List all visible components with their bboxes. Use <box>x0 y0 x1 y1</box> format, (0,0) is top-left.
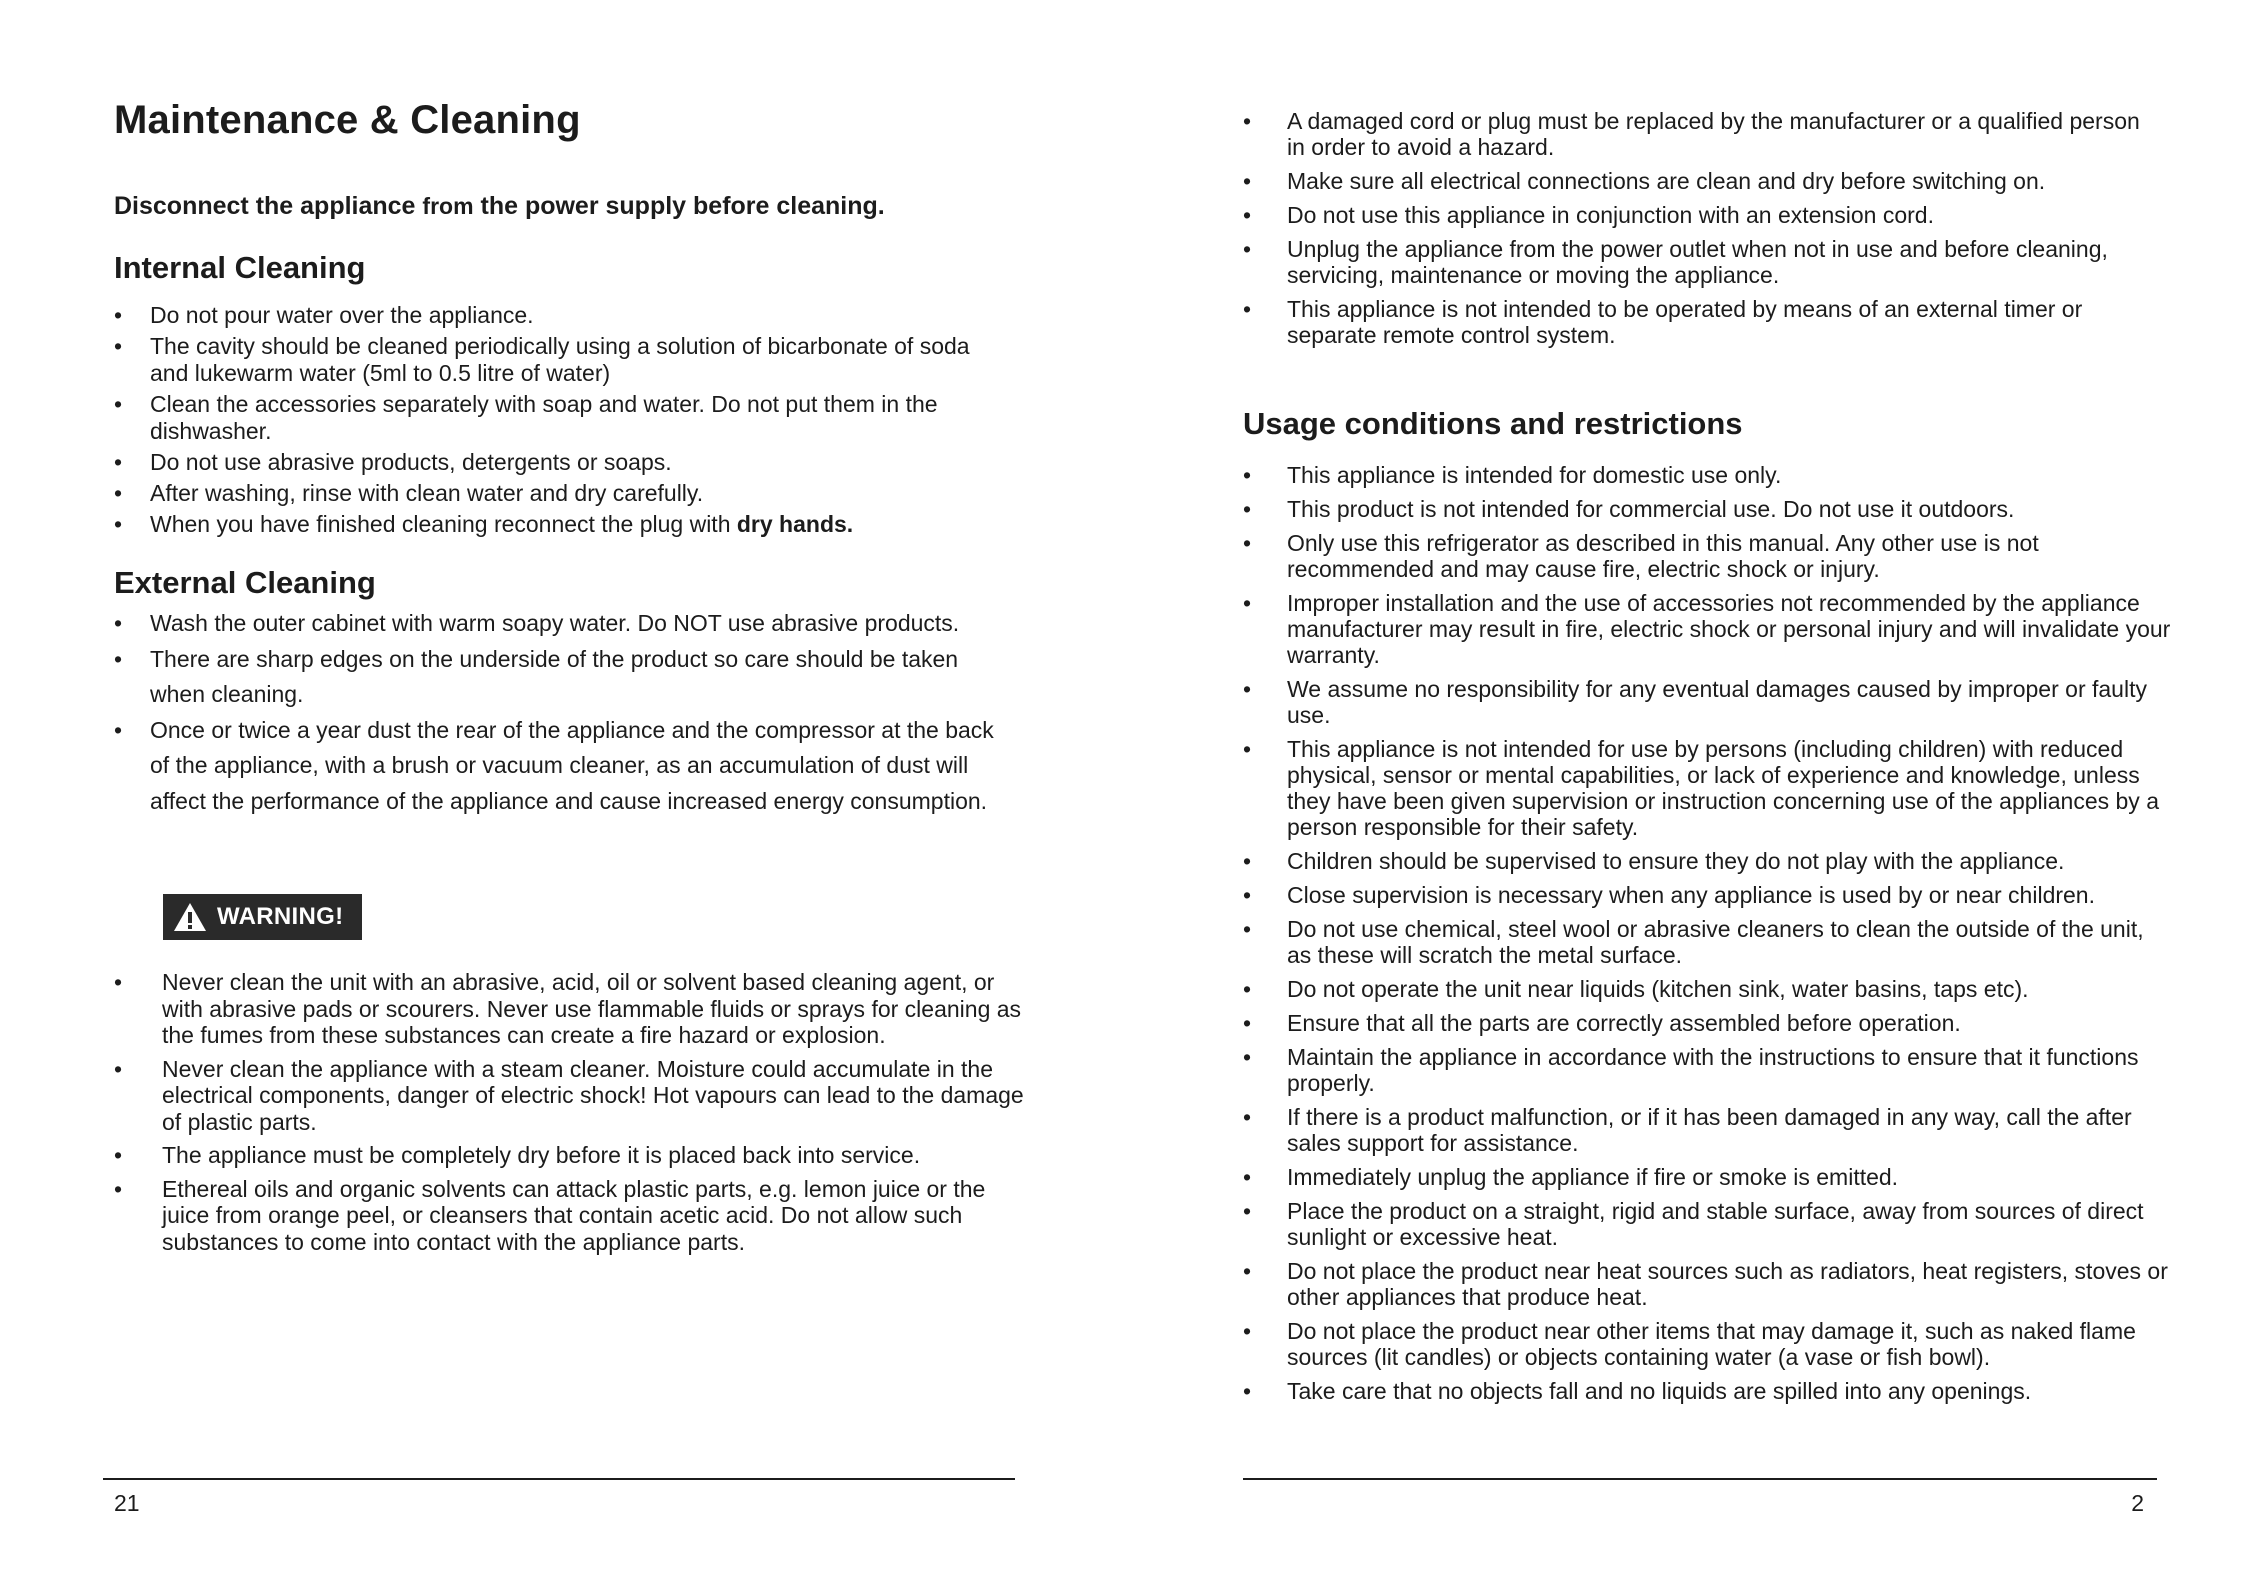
bullet-icon: • <box>1243 676 1252 702</box>
list-item: • Do not operate the unit near liquids (kitchen sink, water basins, taps etc). <box>1243 976 2029 1002</box>
bullet-icon: • <box>1243 590 1252 616</box>
list-item: • The cavity should be cleaned periodically using a solution of bicarbonate of soda and lukewarm water (5ml to 0.5 litre of water) <box>114 333 970 386</box>
bullet-icon: • <box>114 480 123 506</box>
bullet-icon: • <box>1243 1378 1252 1404</box>
bullet-icon: • <box>114 1055 123 1082</box>
bullet-icon: • <box>1243 916 1252 942</box>
bullet-icon: • <box>114 391 123 417</box>
bullet-icon: • <box>1243 1198 1252 1224</box>
list-item: • Do not pour water over the appliance. <box>114 302 534 328</box>
external-cleaning-list <box>114 606 1014 819</box>
bullet-icon: • <box>114 449 123 475</box>
warning-list <box>114 969 1034 1262</box>
bullet-icon: • <box>1243 462 1252 488</box>
list-item: • Once or twice a year dust the rear of the appliance and the compressor at the back of the appliance, with a brush or vacuum cleaner, as an accumulation of dust will affect the performance of the appliance and cause increased energy consumption. <box>114 713 1014 820</box>
bullet-icon: • <box>114 645 123 672</box>
list-item: • Do not place the product near heat sources such as radiators, heat registers, stoves or other appliances that produce heat. <box>1243 1258 2168 1310</box>
list-item: • Make sure all electrical connections are clean and dry before switching on. <box>1243 168 2046 194</box>
internal-cleaning-list <box>114 302 994 542</box>
bullet-icon: • <box>1243 296 1252 322</box>
list-item: • Maintain the appliance in accordance with the instructions to ensure that it functions properly. <box>1243 1044 2139 1096</box>
list-item: • If there is a product malfunction, or if it has been damaged in any way, call the after sales support for assistance. <box>1243 1104 2132 1156</box>
list-item: • Never clean the appliance with a steam cleaner. Moisture could accumulate in the electrical components, danger of electric shock! Hot vapours can lead to the damage of plastic parts. <box>114 1055 1024 1135</box>
bullet-icon: • <box>1243 976 1252 1002</box>
warning-label: WARNING! <box>217 903 344 930</box>
bullet-icon: • <box>114 333 123 359</box>
bullet-icon: • <box>1243 202 1252 228</box>
list-item: • This appliance is intended for domestic use only. <box>1243 462 1782 488</box>
bullet-icon: • <box>114 969 123 995</box>
bullet-icon: • <box>1243 1164 1252 1190</box>
footer-rule <box>103 1478 1015 1480</box>
bullet-icon: • <box>114 511 123 537</box>
list-item: • Improper installation and the use of accessories not recommended by the appliance manufacturer may result in fire, electric shock or personal injury and will invalidate your warranty. <box>1243 590 2171 668</box>
footer-rule <box>1243 1478 2157 1480</box>
usage-conditions-list <box>1243 462 2173 1412</box>
bullet-icon: • <box>1243 736 1252 762</box>
bullet-icon: • <box>1243 1258 1252 1284</box>
page-number: 21 <box>114 1490 140 1516</box>
list-item: • Only use this refrigerator as described in this manual. Any other use is not recommended and may cause fire, electric shock or injury. <box>1243 530 2039 582</box>
bullet-icon: • <box>1243 1044 1252 1070</box>
warning-triangle-icon <box>173 902 207 932</box>
bullet-icon: • <box>114 610 123 636</box>
list-item: • Do not use chemical, steel wool or abrasive cleaners to clean the outside of the unit, as these will scratch the metal surface. <box>1243 916 2144 968</box>
internal-cleaning-heading: Internal Cleaning <box>114 250 366 285</box>
list-item: • This appliance is not intended to be operated by means of an external timer or separate remote control system. <box>1243 296 2083 348</box>
list-item: • There are sharp edges on the underside of the product so care should be taken when cleaning. <box>114 642 1014 713</box>
external-cleaning-heading: External Cleaning <box>114 565 376 600</box>
bullet-icon: • <box>1243 1104 1252 1130</box>
list-item: • This appliance is not intended for use by persons (including children) with reduced physical, sensor or mental capabilities, or lack of experience and knowledge, unless they have been given supervision or instruction concerning use of the appliances by a person responsible for their safety. <box>1243 736 2159 840</box>
bullet-icon: • <box>1243 108 1252 134</box>
bullet-icon: • <box>114 302 123 328</box>
safety-list <box>1243 108 2163 356</box>
right-page <box>1122 0 2245 1587</box>
list-item: • Do not place the product near other items that may damage it, such as naked flame sources (lit candles) or objects containing water (a vase or fish bowl). <box>1243 1318 2136 1370</box>
list-item: • Unplug the appliance from the power outlet when not in use and before cleaning, servicing, maintenance or moving the appliance. <box>1243 236 2108 288</box>
bullet-icon: • <box>1243 530 1252 556</box>
bullet-icon: • <box>1243 1010 1252 1036</box>
list-item: • Place the product on a straight, rigid and stable surface, away from sources of direct sunlight or excessive heat. <box>1243 1198 2144 1250</box>
bullet-icon: • <box>1243 1318 1252 1344</box>
bullet-icon: • <box>114 1142 123 1168</box>
list-item: • Close supervision is necessary when any appliance is used by or near children. <box>1243 882 2095 908</box>
disconnect-notice-part2: the power supply before cleaning. <box>480 192 885 220</box>
list-item: • Do not use this appliance in conjunction with an extension cord. <box>1243 202 1934 228</box>
bullet-icon: • <box>1243 168 1252 194</box>
disconnect-notice-part1: Disconnect the appliance <box>114 192 416 220</box>
list-item: • Never clean the unit with an abrasive, acid, oil or solvent based cleaning agent, or with abrasive pads or scourers. Never use flammable fluids or sprays for cleaning as the fumes from these substances can create a fire hazard or explosion. <box>114 969 1022 1048</box>
usage-conditions-heading: Usage conditions and restrictions <box>1243 406 1743 441</box>
bullet-icon: • <box>114 716 123 743</box>
list-item: • Ethereal oils and organic solvents can attack plastic parts, e.g. lemon juice or the juice from orange peel, or cleansers that contain acetic acid. Do not allow such substances to come into contact with the appliance parts. <box>114 1175 986 1255</box>
bullet-icon: • <box>1243 496 1252 522</box>
list-item: • Wash the outer cabinet with warm soapy water. Do NOT use abrasive products. <box>114 606 1014 642</box>
list-item: • We assume no responsibility for any eventual damages caused by improper or faulty use. <box>1243 676 2147 728</box>
bullet-icon: • <box>114 1175 123 1202</box>
bullet-icon: • <box>1243 236 1252 262</box>
list-item: • A damaged cord or plug must be replaced by the manufacturer or a qualified person in order to avoid a hazard. <box>1243 108 2140 160</box>
bullet-icon: • <box>1243 882 1252 908</box>
list-item: • The appliance must be completely dry before it is placed back into service. <box>114 1142 921 1168</box>
page-title: Maintenance & Cleaning <box>114 98 581 142</box>
bullet-icon: • <box>1243 848 1252 874</box>
list-item: • When you have finished cleaning reconnect the plug with dry hands. <box>114 511 854 537</box>
page-number: 2 <box>2131 1490 2144 1516</box>
list-item: • Clean the accessories separately with soap and water. Do not put them in the dishwasher. <box>114 391 938 444</box>
list-item: • Immediately unplug the appliance if fire or smoke is emitted. <box>1243 1164 1899 1190</box>
list-item: • Do not use abrasive products, detergents or soaps. <box>114 449 672 475</box>
disconnect-notice-from: from <box>422 193 474 219</box>
list-item: • This product is not intended for commercial use. Do not use it outdoors. <box>1243 496 2015 522</box>
dry-hands-emphasis: dry hands. <box>736 511 854 537</box>
list-item: • Children should be supervised to ensure they do not play with the appliance. <box>1243 848 2065 874</box>
list-item: • Ensure that all the parts are correctly assembled before operation. <box>1243 1010 1961 1036</box>
list-item: • Take care that no objects fall and no liquids are spilled into any openings. <box>1243 1378 2032 1404</box>
left-page <box>0 0 1122 1587</box>
disconnect-notice <box>114 192 885 221</box>
warning-badge <box>163 894 362 940</box>
list-item: • After washing, rinse with clean water and dry carefully. <box>114 480 704 506</box>
